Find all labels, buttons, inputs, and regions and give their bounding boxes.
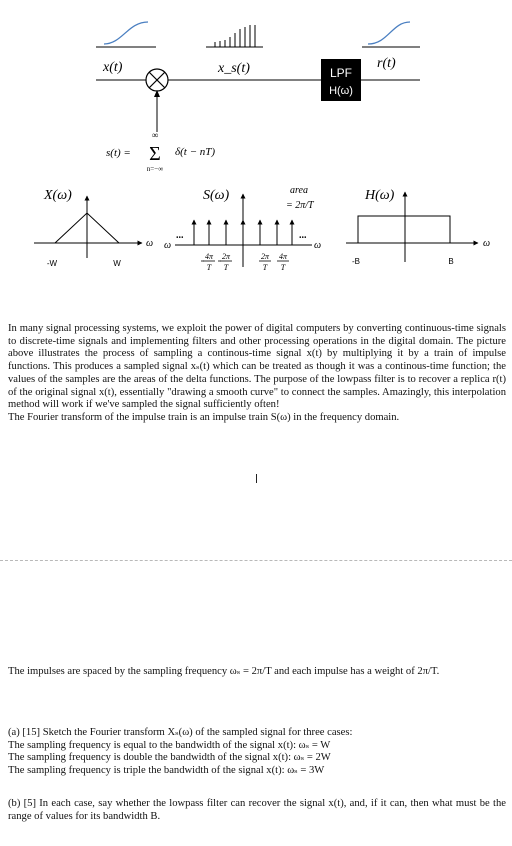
part-a-case-3: The sampling frequency is triple the bandwidth of the signal x(t): ωₛ = 3W — [8, 765, 325, 777]
x-left-tick: -W — [46, 259, 58, 268]
s-impulses — [194, 220, 292, 245]
intro-text: In many signal processing systems, we exploit the power of digital computers by converting continuous-time signals to discrete-time signals and implementing filters and other processing operations in the digital domain. The picture above illustrates the process of sampling a continous-time signal x(t) by multiplying it by a train of impulse functions. This produces a sampled signal xₛ(t) which can be treated as though it was a continous-time function; the values of the samples are the areas of the delta functions. The purpose of the lowpass filter is to recover a replica r(t) of the original signal x(t), essentially "drawing a smooth curve" to connect the samples. Amazingly, this interpolation method will work if we've sampled the signal sufficiently often! — [8, 323, 506, 411]
sum-term: δ(t − nT) — [175, 146, 216, 158]
sum-symbol: Σ — [149, 143, 161, 165]
fourier-text: The Fourier transform of the impulse train is an impulse train S(ω) in the frequency domain. — [8, 411, 400, 423]
h-spectrum-title: H(ω) — [365, 188, 395, 203]
h-axis-var: ω — [483, 238, 491, 249]
multiplier-icon — [146, 69, 168, 91]
svg-text:T: T — [223, 263, 229, 272]
sampling-diagram — [0, 0, 512, 300]
s-tick-labels — [203, 252, 289, 272]
svg-text:T: T — [262, 263, 268, 272]
sum-lower-limit: n=−∞ — [146, 165, 164, 173]
s-area-label: area — [290, 185, 308, 196]
sampled-signal-impulses — [215, 25, 255, 47]
h-left-tick: -B — [352, 257, 360, 266]
text-cursor — [256, 474, 257, 483]
s-area-value: = 2π/T — [286, 200, 314, 211]
part-a-title: (a) [15] Sketch the Fourier transform Xₛ(ω) of the sampled signal for three cases: — [8, 727, 353, 738]
s-tick-neg2: 2π — [221, 252, 231, 261]
weight-text: The impulses are spaced by the sampling frequency ωₛ = 2π/T and each impulse has a weight of 2π/T. — [8, 666, 440, 677]
sampling-function-lhs: s(t) = — [106, 147, 131, 159]
x-spectrum-title: X(ω) — [44, 188, 72, 203]
output-signal-curve — [368, 22, 410, 44]
svg-text:T: T — [280, 263, 286, 272]
sampled-label: x_s(t) — [218, 61, 250, 76]
lpf-label: LPF — [329, 66, 353, 80]
s-ellipsis-right: ... — [299, 230, 307, 241]
part-a — [8, 727, 506, 778]
h-spectrum-rect — [358, 216, 450, 243]
s-ellipsis-left: ... — [176, 230, 184, 241]
weight-paragraph — [8, 666, 506, 679]
s-tick-neg4: 4π — [204, 252, 214, 261]
h-right-tick: B — [448, 257, 454, 266]
dashed-divider — [0, 560, 512, 561]
part-b-text: (b) [5] In each case, say whether the lowpass filter can recover the signal x(t), and, if it can, then what must be the range of values for its bandwidth B. — [8, 798, 506, 822]
x-axis-var: ω — [146, 238, 154, 249]
lpf-transfer: H(ω) — [329, 85, 353, 97]
svg-text:T: T — [206, 263, 212, 272]
input-label: x(t) — [103, 60, 123, 75]
s-axis-var-right: ω — [314, 240, 322, 251]
sum-upper-limit: ∞ — [151, 130, 159, 140]
s-spectrum-title: S(ω) — [203, 188, 230, 203]
intro-paragraph — [8, 323, 506, 425]
s-tick-pos4: 4π — [278, 252, 288, 261]
part-a-case-1: The sampling frequency is equal to the bandwidth of the signal x(t): ωₛ = W — [8, 739, 331, 751]
output-label: r(t) — [377, 56, 396, 71]
x-right-tick: W — [113, 259, 121, 268]
input-signal-curve — [104, 22, 148, 44]
part-b — [8, 798, 506, 823]
s-tick-pos2: 2π — [260, 252, 270, 261]
s-axis-var-left: ω — [164, 240, 172, 251]
part-a-case-2: The sampling frequency is double the bandwidth of the signal x(t): ωₛ = 2W — [8, 752, 331, 764]
